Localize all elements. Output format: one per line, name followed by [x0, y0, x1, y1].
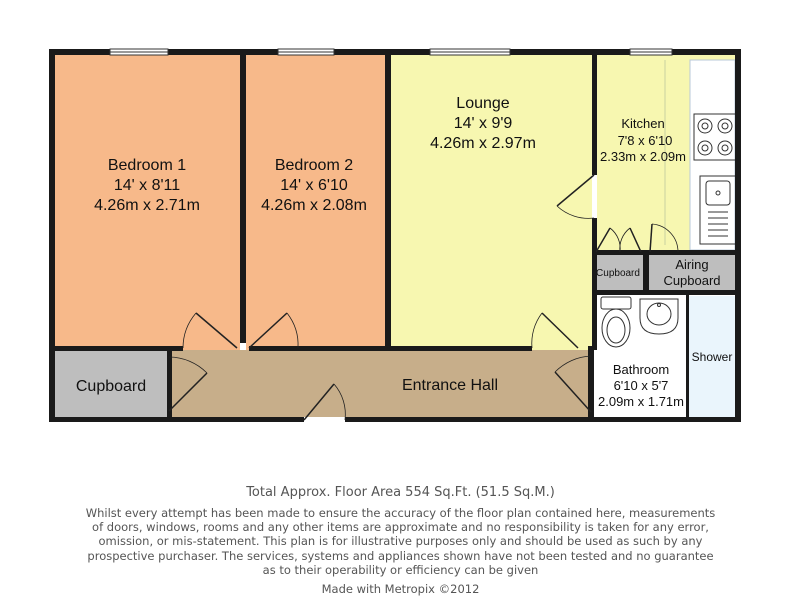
lounge-name: Lounge: [456, 95, 510, 112]
metropix-credit: Made with Metropix ©2012: [321, 582, 480, 596]
small-cupboard-name: Cupboard: [596, 268, 640, 279]
disclaimer-line: omission, or mis-statement. This plan is for illustrative purposes only and should be used as such by any: [98, 534, 703, 549]
kitchen-name: Kitchen: [621, 116, 665, 131]
disclaimer-line: as to their operability or efficiency can be given: [262, 562, 539, 577]
bedroom-1-name: Bedroom 1: [107, 157, 187, 174]
kitchen-worktop: [690, 60, 735, 250]
bedroom-1-size-imperial: 14' x 8'11: [113, 177, 181, 194]
bathroom-name: Bathroom: [612, 362, 670, 377]
disclaimer-line: prospective purchaser. The services, systems and appliances shown have not been tested and no guarantee: [87, 548, 714, 563]
bedroom-2-size-metric: 4.26m x 2.08m: [261, 197, 367, 214]
kitchen-size-imperial: 7'8 x 6'10: [617, 133, 673, 148]
disclaimer: [0, 506, 801, 577]
bedroom-2-size-imperial: 14' x 6'10: [280, 177, 348, 194]
disclaimer-line: Whilst every attempt has been made to ensure the accuracy of the floor plan contained here, measurements: [85, 506, 716, 520]
bedroom-1-size-metric: 4.26m x 2.71m: [94, 197, 200, 214]
entrance-hall-name: Entrance Hall: [401, 377, 499, 394]
disclaimer-line: of doors, windows, rooms and any other items are approximate and no responsibility is taken for any error,: [92, 520, 709, 535]
lounge-size-metric: 4.26m x 2.97m: [430, 135, 536, 152]
bathroom-size-imperial: 6'10 x 5'7: [613, 378, 669, 393]
kitchen-size-metric: 2.33m x 2.09m: [600, 149, 686, 164]
cupboard-name: Cupboard: [75, 378, 147, 395]
shower-name: Shower: [691, 350, 733, 364]
basin-icon: [640, 299, 678, 334]
lounge-size-imperial: 14' x 9'9: [453, 115, 513, 132]
bathroom-size-metric: 2.09m x 1.71m: [598, 394, 684, 409]
toilet-icon: [601, 297, 631, 347]
total-floor-area: Total Approx. Floor Area 554 Sq.Ft. (51.5 Sq.M.): [246, 485, 555, 500]
airing-cupboard-line1: Airing: [675, 257, 709, 272]
bedroom-2-name: Bedroom 2: [274, 157, 354, 174]
airing-cupboard-line2: Cupboard: [663, 273, 721, 288]
